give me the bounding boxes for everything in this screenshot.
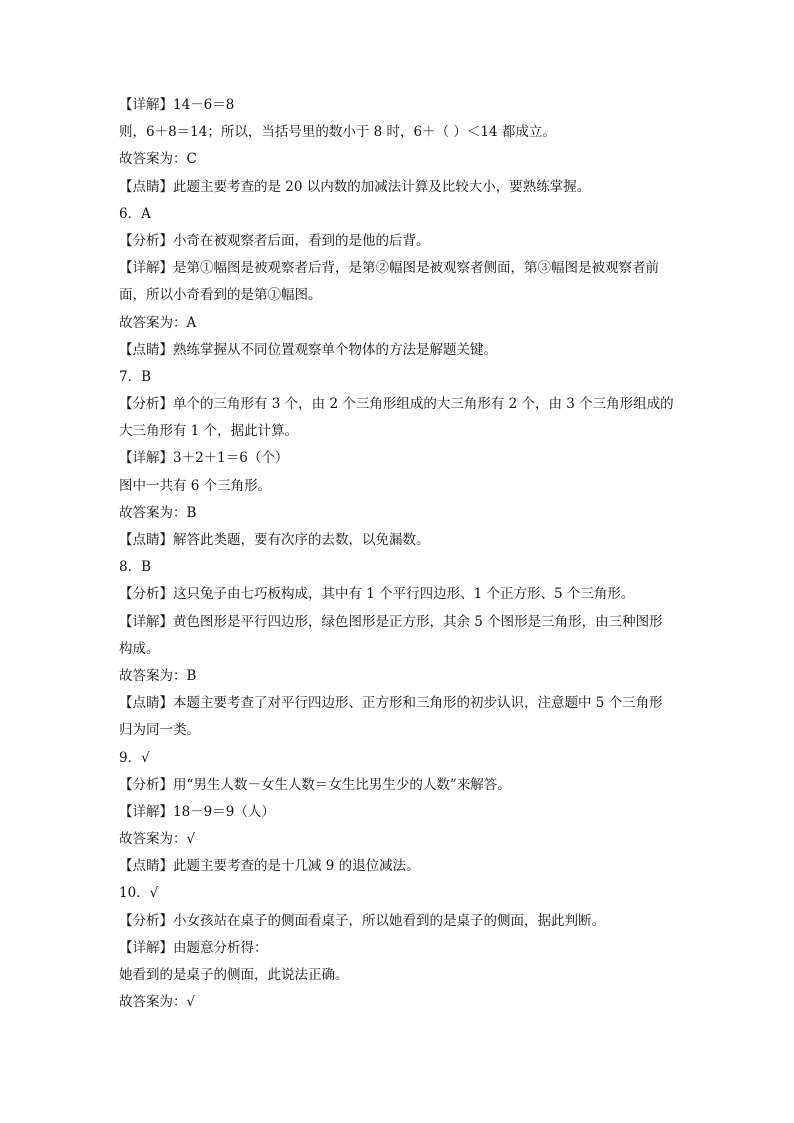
text-line: 故答案为：A [119,314,197,331]
text-line: 【分析】用“男生人数－女生人数＝女生比男生少的人数”来解答。 [119,776,511,793]
text-line: 【点睛】此题主要考查的是十几减 9 的退位减法。 [119,858,420,875]
text-line: 【分析】小女孩站在桌子的侧面看桌子，所以她看到的是桌子的侧面，据此判断。 [119,912,605,929]
text-line: 构成。 [119,640,160,657]
text-line: 【点睛】本题主要考查了对平行四边形、正方形和三角形的初步认识，注意题中 5 个三角形 [119,695,663,712]
text-line: 【详解】3＋2＋1＝6（个） [119,450,289,467]
text-line: 故答案为：C [119,151,197,168]
text-line: 【详解】18－9＝9（人） [119,803,275,820]
text-line: 归为同一类。 [119,722,200,739]
question-number: 10．√ [119,885,159,902]
text-line: 故答案为：√ [119,831,196,848]
text-line: 她看到的是桌子的侧面，此说法正确。 [119,967,349,983]
text-line: 【分析】这只兔子由七巧板构成，其中有 1 个平行四边形、1 个正方形、5 个三角形。 [119,586,635,603]
text-line: 图中一共有 6 个三角形。 [119,477,272,494]
text-line: 大三角形有 1 个，据此计算。 [119,423,299,440]
answer-text-block [119,92,689,1016]
text-line: 故答案为：B [119,504,197,521]
text-line: 【详解】黄色图形是平行四边形，绿色图形是正方形，其余 5 个图形是三角形，由三种图形 [119,613,663,630]
text-line: 故答案为：B [119,667,197,684]
text-line: 【详解】14－6＝8 [119,97,235,113]
text-line: 面，所以小奇看到的是第①幅图。 [119,287,322,304]
question-number: 9．√ [119,749,150,766]
text-line: 【点睛】此题主要考查的是 20 以内数的加减法计算及比较大小，要熟练掌握。 [119,178,591,195]
text-line: 【点睛】熟练掌握从不同位置观察单个物体的方法是解题关键。 [119,341,497,358]
text-line: 【详解】是第①幅图是被观察者后背，是第②幅图是被观察者侧面，第③幅图是被观察者前 [119,260,659,277]
question-number: 8．B [119,559,152,576]
text-line: 【点睛】解答此类题，要有次序的去数，以免漏数。 [119,532,430,548]
text-line: 故答案为：√ [119,994,196,1011]
text-line: 【分析】单个的三角形有 3 个，由 2 个三角形组成的大三角形有 2 个，由 3 个三角形组成的 [119,396,674,413]
question-number: 7．B [119,368,152,385]
question-number: 6．A [119,205,151,222]
text-line: 【分析】小奇在被观察者后面，看到的是他的后背。 [119,232,430,249]
text-line: 【详解】由题意分析得： [119,939,268,956]
text-line: 则，6＋8＝14；所以，当括号里的数小于 8 时，6＋（ ）＜14 都成立。 [119,124,556,141]
